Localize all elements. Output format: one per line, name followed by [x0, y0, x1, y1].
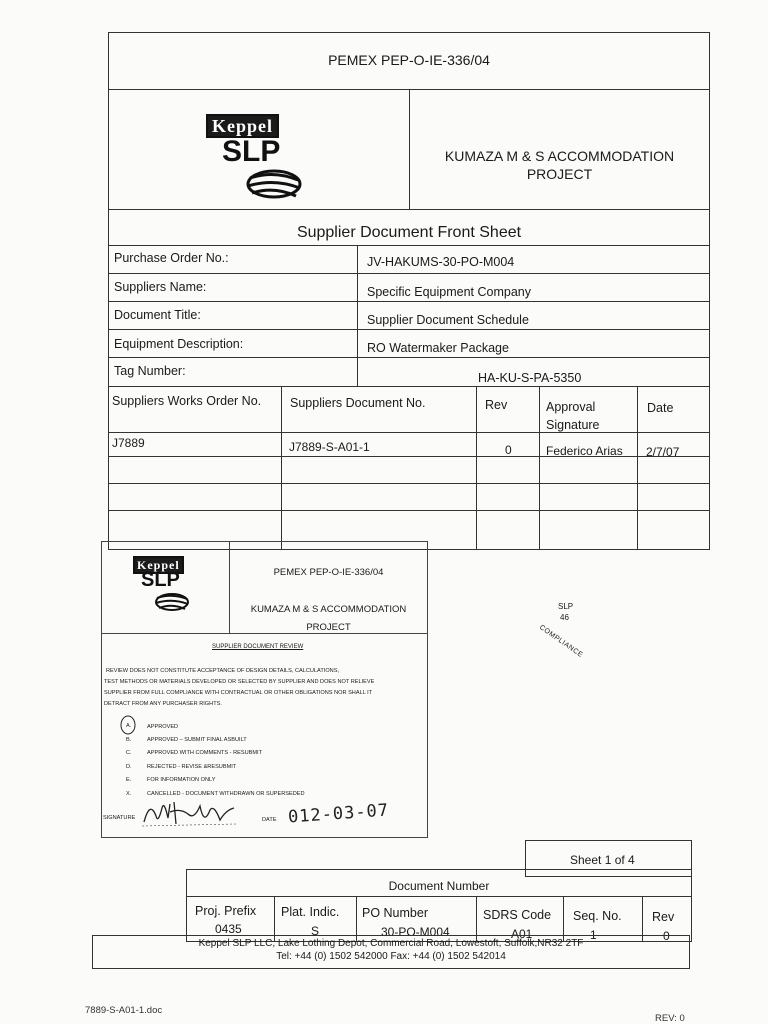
row-rev: 0 — [505, 443, 512, 457]
col-approval-header-1: Approval — [546, 400, 596, 414]
equipment-description-label: Equipment Description: — [114, 337, 244, 351]
document-title-value: Supplier Document Schedule — [367, 313, 529, 327]
col-proj-prefix-value: 0435 — [215, 922, 242, 936]
option-e-code: E. — [126, 777, 132, 783]
row-doc-no: J7889-S-A01-1 — [289, 440, 370, 454]
col-seq-value: 1 — [590, 928, 597, 942]
pemex-reference: PEMEX PEP-O-IE-336/04 — [328, 52, 490, 68]
front-sheet-title: Supplier Document Front Sheet — [296, 224, 522, 241]
option-d-text: REJECTED - REVISE &RESUBMIT — [147, 764, 237, 770]
stamp-slp-wordmark: SLP — [141, 569, 180, 591]
col-rev-header: Rev — [485, 398, 508, 412]
col-po-number-header: PO Number — [362, 906, 428, 920]
stamp-pemex-reference: PEMEX PEP-O-IE-336/04 — [273, 567, 384, 578]
project-title-line2: PROJECT — [526, 166, 593, 182]
option-d-code: D. — [126, 764, 132, 770]
globe-icon — [244, 168, 304, 200]
col-proj-prefix-header: Proj. Prefix — [195, 904, 257, 918]
equipment-description-value: RO Watermaker Package — [367, 341, 509, 355]
option-x-code: X. — [126, 791, 132, 797]
disclaimer-line-4: DETRACT FROM ANY PURCHASER RIGHTS. — [104, 701, 222, 707]
handwritten-date: 012-03-07 — [287, 800, 390, 828]
disclaimer-line-1: REVIEW DOES NOT CONSTITUTE ACCEPTANCE OF DESIGN DETAILS, CALCULATIONS, — [106, 668, 340, 674]
suppliers-name-value: Specific Equipment Company — [367, 285, 531, 299]
file-name: 7889-S-A01-1.doc — [85, 1005, 163, 1016]
option-c-code: C. — [126, 750, 132, 756]
col-doc-no-header: Suppliers Document No. — [290, 396, 426, 410]
col-rev-header-footer: Rev — [652, 910, 675, 924]
stamp-keppel-wordmark: Keppel — [133, 556, 184, 574]
date-label: DATE — [262, 817, 277, 823]
keppel-slp-logo — [204, 108, 316, 200]
col-seq-header: Seq. No. — [573, 909, 622, 923]
tag-number-label: Tag Number: — [114, 364, 186, 378]
col-approval-header-2: Signature — [546, 418, 600, 432]
option-a-text: APPROVED — [147, 724, 179, 730]
stamp-project-line2: PROJECT — [306, 622, 351, 633]
col-plat-indic-header: Plat. Indic. — [281, 905, 340, 919]
option-x-text: CANCELLED - DOCUMENT WITHDRAWN OR SUPERSEDED — [147, 791, 305, 797]
stamp-project-line1: KUMAZA M & S ACCOMMODATION — [250, 604, 407, 615]
stamp-globe-icon — [153, 592, 191, 612]
compliance-stamp-arc: COMPLIANCE — [537, 624, 585, 660]
keppel-wordmark: Keppel — [206, 114, 279, 138]
company-phone-fax: Tel: +44 (0) 1502 542000 Fax: +44 (0) 1502 542014 — [276, 951, 506, 962]
option-c-text: APPROVED WITH COMMENTS - RESUBMIT — [147, 750, 262, 756]
purchase-order-label: Purchase Order No.: — [114, 251, 229, 265]
suppliers-name-label: Suppliers Name: — [114, 280, 207, 294]
review-heading: SUPPLIER DOCUMENT REVIEW — [212, 644, 304, 650]
col-sdrs-header: SDRS Code — [483, 908, 552, 922]
col-rev-value-footer: 0 — [663, 929, 670, 943]
row-approval: Federico Arias — [546, 444, 623, 458]
compliance-stamp-top: SLP — [558, 602, 574, 611]
signature-label: SIGNATURE — [103, 815, 136, 821]
col-plat-indic-value: S — [311, 924, 320, 938]
disclaimer-line-3: SUPPLIER FROM FULL COMPLIANCE WITH CONTRACTUAL OR OTHER OBLIGATIONS NOR SHALL IT — [104, 690, 373, 696]
option-b-code: B. — [126, 737, 132, 743]
row-date: 2/7/07 — [646, 445, 680, 459]
row-works-order: J7889 — [112, 436, 145, 450]
document-number-title: Document Number — [388, 879, 490, 893]
option-e-text: FOR INFORMATION ONLY — [147, 777, 216, 783]
sheet-number: Sheet 1 of 4 — [570, 853, 635, 867]
option-b-text: APPROVED – SUBMIT FINAL ASBUILT — [147, 737, 247, 743]
document-title-label: Document Title: — [114, 308, 201, 322]
company-address: Keppel SLP LLC, Lake Lothing Depot, Commercial Road, Lowestoft, Suffolk,NR32 2TF — [198, 938, 584, 949]
col-date-header: Date — [647, 401, 674, 415]
page-revision: REV: 0 — [655, 1013, 685, 1024]
project-title-line1: KUMAZA M & S ACCOMMODATION — [444, 148, 675, 164]
stamp-keppel-logo — [131, 556, 201, 616]
tag-number-value: HA-KU-S-PA-5350 — [478, 371, 582, 385]
col-po-number-value: 30-PO-M004 — [381, 925, 450, 939]
purchase-order-value: JV-HAKUMS-30-PO-M004 — [367, 255, 515, 269]
handwritten-signature — [140, 796, 240, 830]
compliance-stamp — [534, 598, 590, 660]
slp-wordmark: SLP — [222, 135, 281, 168]
compliance-stamp-number: 46 — [560, 613, 569, 622]
option-a-code: A. — [126, 723, 132, 729]
col-works-order-header: Suppliers Works Order No. — [112, 394, 262, 408]
disclaimer-line-2: TEST METHODS OR MATERIALS DEVELOPED OR SELECTED BY SUPPLIER AND DOES NOT RELIEVE — [104, 679, 375, 685]
col-sdrs-value: A01 — [511, 927, 533, 941]
